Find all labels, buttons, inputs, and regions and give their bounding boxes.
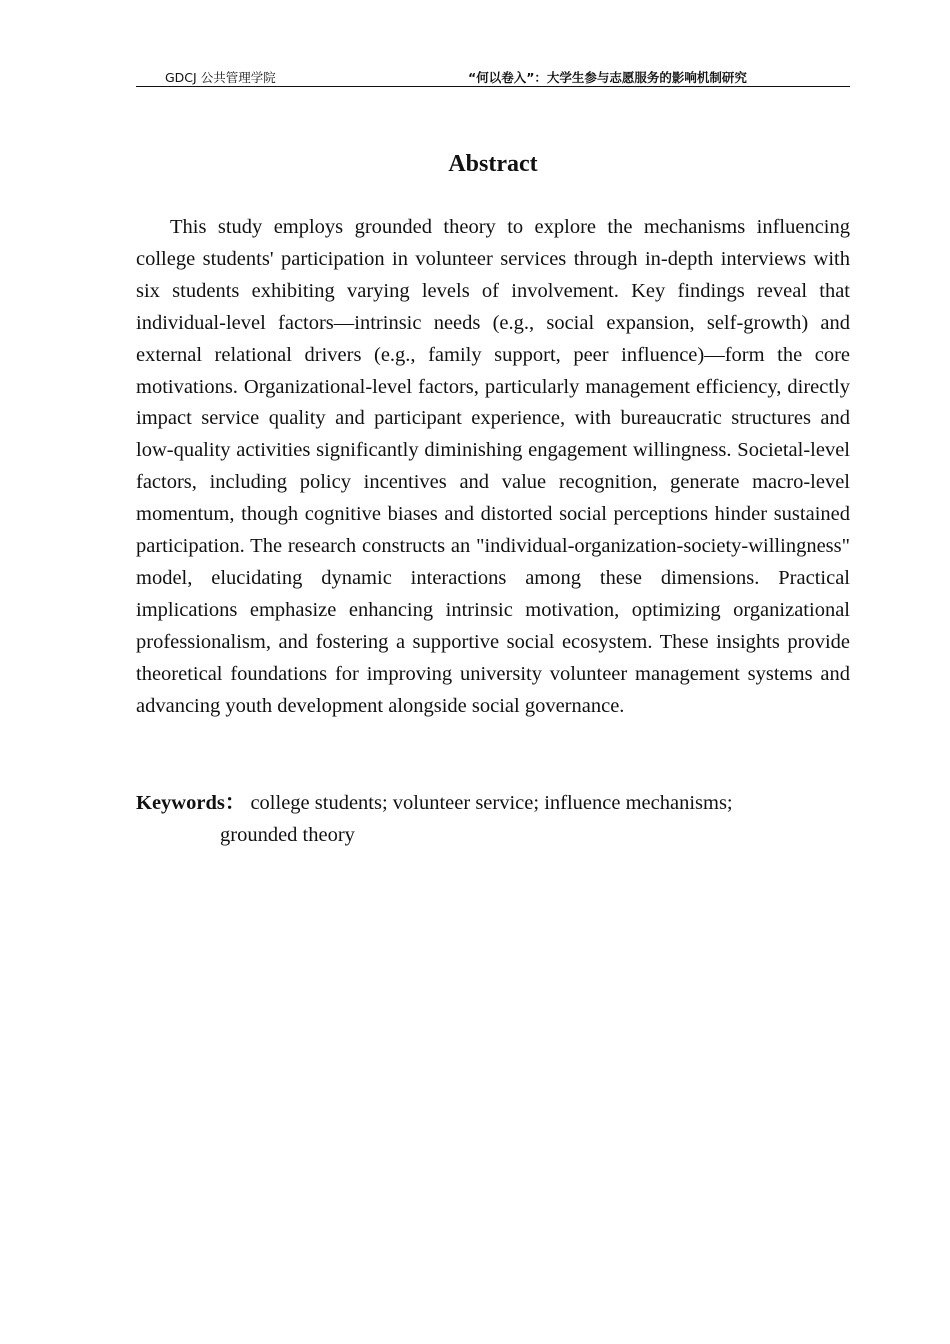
header-institution: GDCJ 公共管理学院 (165, 70, 276, 85)
page-header (136, 66, 850, 87)
keywords-line-1 (136, 788, 850, 820)
abstract-body: This study employs grounded theory to explore the mechanisms influencing college students' participation in volunteer services through in-depth interviews with six students exhibiting varying levels of involvement. Key findings reveal that individual-level factors—intrinsic needs (e.g., social expansion, self-growth) and external relational drivers (e.g., family support, peer influence)—form the core motivations. Organizational-level factors, particularly management efficiency, directly impact service quality and participant experience, with bureaucratic structures and low-quality activities significantly diminishing engagement willingness. Societal-level factors, including policy incentives and value recognition, generate macro-level momentum, though cognitive biases and distorted social perceptions hinder sustained participation. The research constructs an "individual-organization-society-willingness" model, elucidating dynamic interactions among these dimensions. Practical implications emphasize enhancing intrinsic motivation, optimizing organizational professionalism, and fostering a supportive social ecosystem. These insights provide theoretical foundations for improving university volunteer management systems and advancing youth development alongside social governance. (136, 216, 850, 717)
keywords-line-2 (136, 820, 850, 852)
keywords-list-second: grounded theory (220, 823, 355, 846)
header-thesis-title: “何以卷入”：大学生参与志愿服务的影响机制研究 (468, 70, 747, 85)
abstract-title: Abstract (448, 151, 538, 177)
keywords-label: Keywords： (136, 792, 246, 814)
keywords-section (136, 788, 850, 851)
keywords-list-first: college students; volunteer service; influence mechanisms; (250, 792, 733, 814)
